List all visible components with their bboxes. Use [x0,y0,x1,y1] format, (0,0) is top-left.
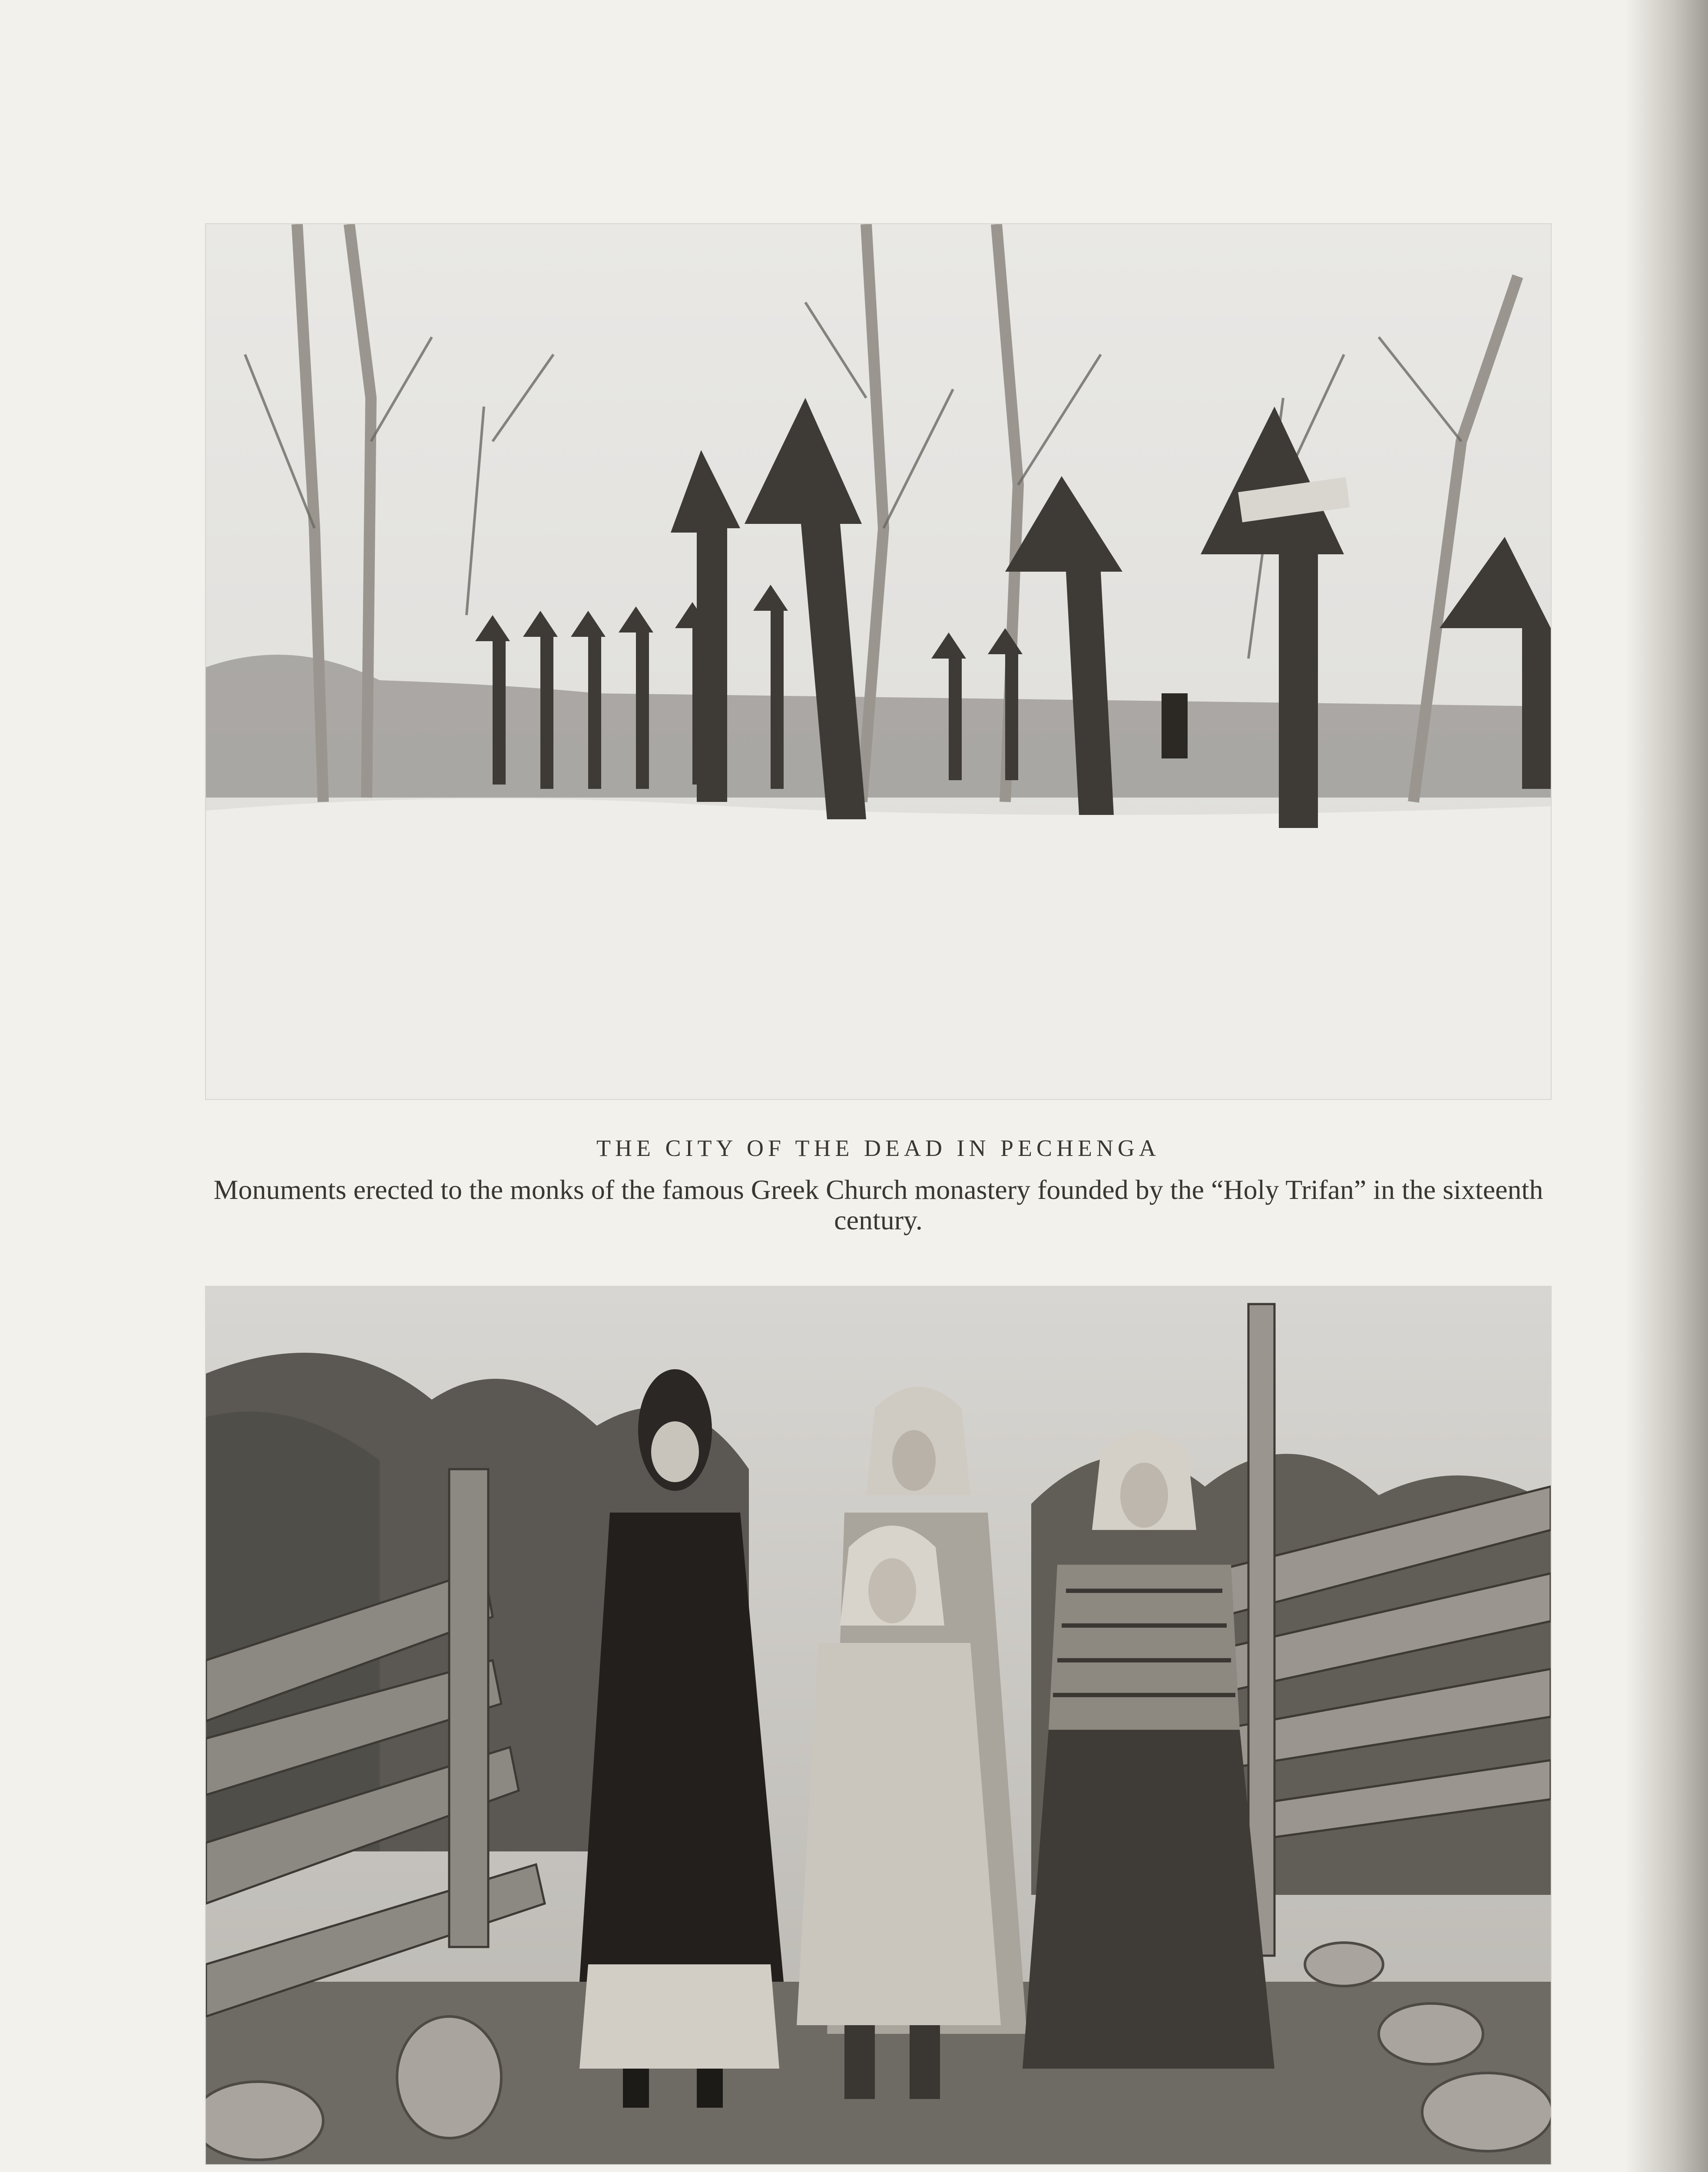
lapland-ladies-photograph [206,1287,1551,2164]
top-figure-caption: Monuments erected to the monks of the famous Greek Church monastery founded by the “Holy Trifan” in the sixteenth century. [213,1174,1543,1235]
cemetery-photo-drawing [206,224,1551,1099]
page-edge-shadow [1625,0,1708,2172]
lapland-photo-drawing [206,1287,1551,2164]
top-figure-title: THE CITY OF THE DEAD IN PECHENGA [596,1135,1160,1161]
cemetery-photograph [206,224,1551,1099]
